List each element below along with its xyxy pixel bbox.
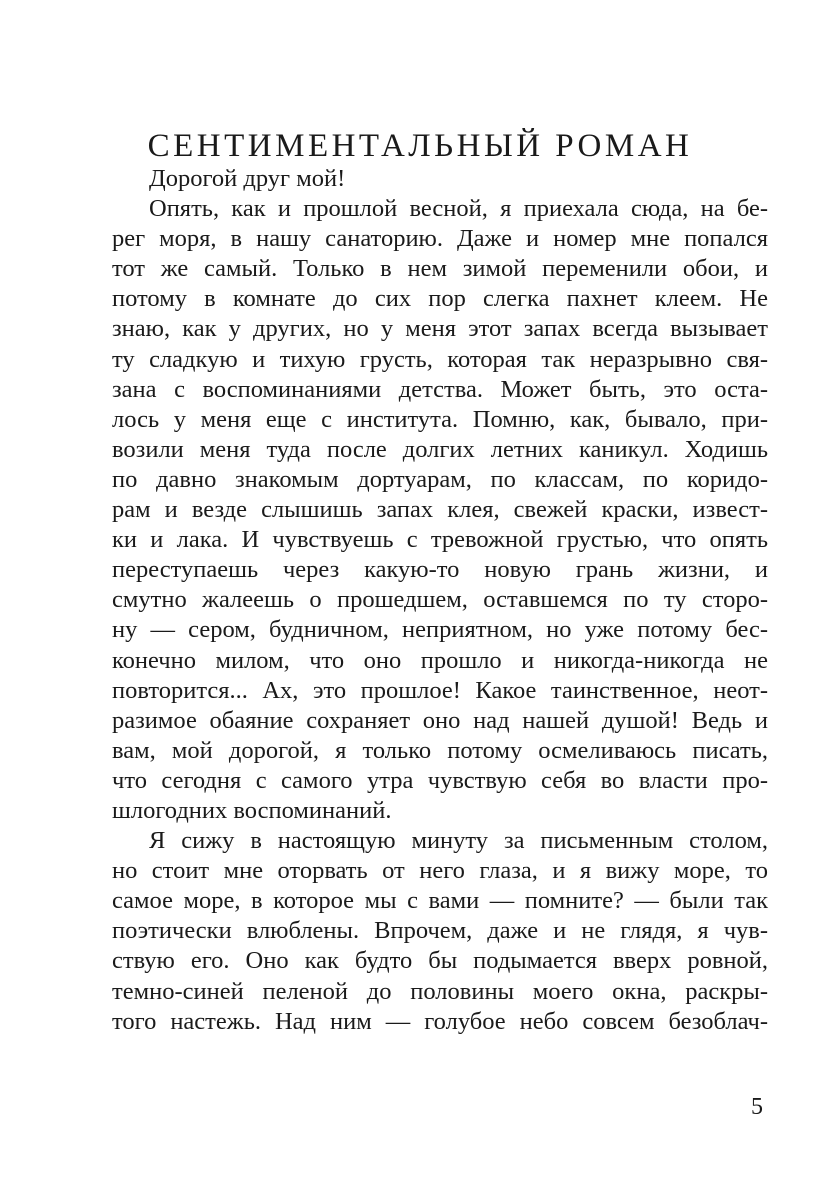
text-line: ствую его. Оно как будто бы подымается вверх ровной,	[112, 947, 768, 975]
text-line: ну — сером, будничном, неприятном, но уже потому бес-	[112, 616, 768, 644]
text-line: конечно милом, что оно прошло и никогда-никогда не	[112, 646, 768, 674]
text-line: зана с воспоминаниями детства. Может быть, это оста-	[112, 375, 768, 403]
text-line: самое море, в которое мы с вами — помните? — были так	[112, 887, 768, 915]
text-line: потому в комнате до сих пор слегка пахнет клеем. Не	[112, 285, 768, 313]
text-line: поэтически влюблены. Впрочем, даже и не глядя, я чув-	[112, 917, 768, 945]
body-text	[112, 164, 768, 1037]
text-line: знаю, как у других, но у меня этот запах всегда вызывает	[112, 315, 768, 343]
text-line: рег моря, в нашу санаторию. Даже и номер мне попался	[112, 225, 768, 253]
text-line: вам, мой дорогой, я только потому осмеливаюсь писать,	[112, 736, 768, 764]
paragraph	[112, 826, 768, 1037]
text-line: что сегодня с самого утра чувствую себя во власти про-	[112, 766, 768, 794]
text-line: шлогодних воспоминаний.	[112, 796, 392, 824]
chapter-title: СЕНТИМЕНТАЛЬНЫЙ РОМАН	[147, 128, 693, 164]
text-line: тот же самый. Только в нем зимой переменили обои, и	[112, 255, 768, 283]
paragraph	[112, 164, 768, 194]
text-line: темно-синей пеленой до половины моего окна, раскры-	[112, 977, 768, 1005]
text-line: возили меня туда после долгих летних каникул. Ходишь	[112, 435, 768, 463]
text-line: разимое обаяние сохраняет оно над нашей душой! Ведь и	[112, 706, 768, 734]
text-line: лось у меня еще с института. Помню, как, бывало, при-	[112, 405, 768, 433]
text-line: ки и лака. И чувствуешь с тревожной грустью, что опять	[112, 526, 768, 554]
text-line: Я сижу в настоящую минуту за письменным столом,	[149, 827, 768, 855]
text-line: Дорогой друг мой!	[149, 165, 346, 192]
text-line: Опять, как и прошлой весной, я приехала сюда, на бе-	[149, 195, 768, 223]
page-number: 5	[751, 1094, 763, 1120]
text-line: но стоит мне оторвать от него глаза, и я вижу море, то	[112, 857, 768, 885]
text-line: ту сладкую и тихую грусть, которая так неразрывно свя-	[112, 345, 768, 373]
text-line: повторится... Ах, это прошлое! Какое таинственное, неот-	[112, 676, 768, 704]
text-line: рам и везде слышишь запах клея, свежей краски, извест-	[112, 496, 768, 524]
text-line: смутно жалеешь о прошедшем, оставшемся по ту сторо-	[112, 586, 768, 614]
paragraph	[112, 194, 768, 826]
text-line: того настежь. Над ним — голубое небо совсем безоблач-	[112, 1007, 768, 1035]
text-line: по давно знакомым дортуарам, по классам, по коридо-	[112, 465, 768, 493]
text-line: переступаешь через какую-то новую грань жизни, и	[112, 556, 768, 584]
